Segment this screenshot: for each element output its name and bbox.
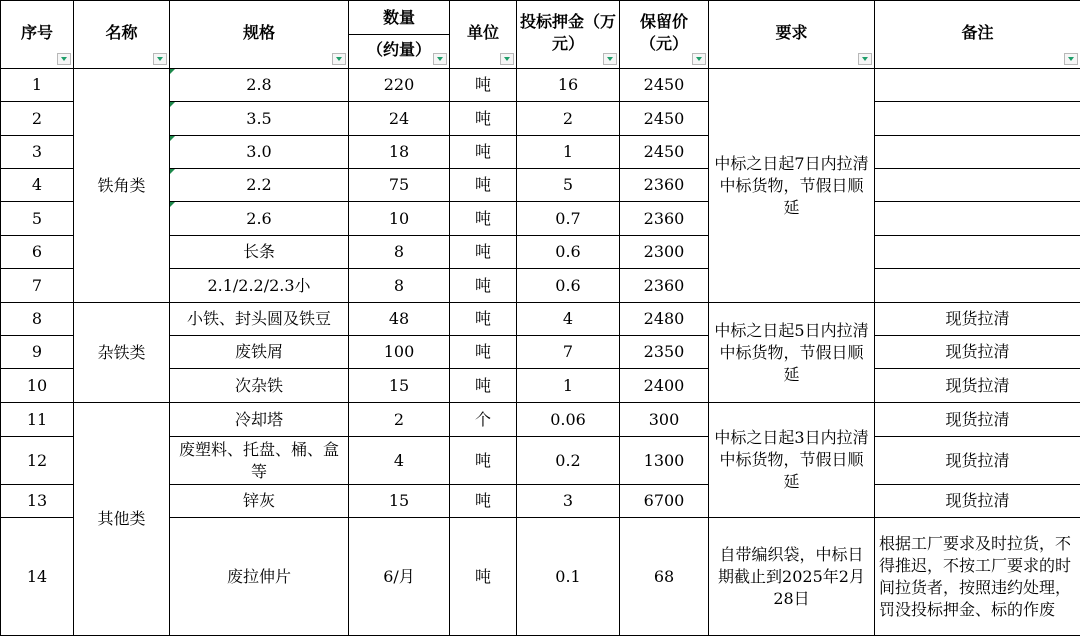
cell-spec <box>170 169 349 202</box>
cell-remark <box>875 202 1080 236</box>
cell-marker-icon <box>170 202 175 207</box>
cell-spec <box>170 102 349 136</box>
cell-unit: 吨 <box>450 169 517 202</box>
cell-spec: 废铁屑 <box>170 336 349 369</box>
filter-dropdown-icon[interactable] <box>1064 53 1078 65</box>
cell-spec: 锌灰 <box>170 485 349 518</box>
cell-unit: 吨 <box>450 303 517 336</box>
cell-remark: 现货拉清 <box>875 336 1080 369</box>
cell-reserve: 2360 <box>620 269 709 303</box>
cell-deposit: 16 <box>517 69 620 102</box>
cell-deposit: 0.6 <box>517 236 620 269</box>
cell-no: 3 <box>1 136 74 169</box>
cell-no: 4 <box>1 169 74 202</box>
cell-unit: 吨 <box>450 102 517 136</box>
header-remark[interactable] <box>875 1 1080 69</box>
cell-spec: 次杂铁 <box>170 369 349 403</box>
cell-spec-text: 3.0 <box>246 142 271 161</box>
cell-spec-text: 2.2 <box>246 175 271 194</box>
cell-no: 14 <box>1 518 74 636</box>
cell-group-other: 其他类 <box>74 403 170 636</box>
cell-remark <box>875 69 1080 102</box>
cell-unit: 吨 <box>450 485 517 518</box>
cell-spec: 废拉伸片 <box>170 518 349 636</box>
cell-requirement: 中标之日起3日内拉清中标货物，节假日顺延 <box>709 403 875 518</box>
cell-unit: 吨 <box>450 336 517 369</box>
cell-qty: 100 <box>349 336 450 369</box>
header-no[interactable] <box>1 1 74 69</box>
cell-reserve: 6700 <box>620 485 709 518</box>
cell-spec <box>170 69 349 102</box>
header-reserve[interactable] <box>620 1 709 69</box>
cell-qty: 15 <box>349 369 450 403</box>
header-unit-label: 单位 <box>467 23 499 42</box>
cell-reserve: 2400 <box>620 369 709 403</box>
cell-group-misc-iron: 杂铁类 <box>74 303 170 403</box>
cell-unit: 吨 <box>450 202 517 236</box>
cell-reserve: 2360 <box>620 169 709 202</box>
cell-marker-icon <box>170 69 175 74</box>
cell-reserve: 2450 <box>620 69 709 102</box>
cell-remark: 现货拉清 <box>875 403 1080 437</box>
cell-unit: 吨 <box>450 69 517 102</box>
cell-reserve: 68 <box>620 518 709 636</box>
header-spec-label: 规格 <box>243 23 275 42</box>
cell-qty: 8 <box>349 236 450 269</box>
cell-unit: 个 <box>450 403 517 437</box>
cell-unit: 吨 <box>450 369 517 403</box>
header-reserve-label: 保留价（元） <box>623 11 705 55</box>
cell-remark: 根据工厂要求及时拉货，不得推迟，不按工厂要求的时间拉货者，按照违约处理，罚没投标押金、标的作废 <box>875 518 1080 636</box>
cell-spec: 长条 <box>170 236 349 269</box>
cell-remark <box>875 269 1080 303</box>
cell-reserve: 2450 <box>620 102 709 136</box>
cell-reserve: 2450 <box>620 136 709 169</box>
cell-no: 1 <box>1 69 74 102</box>
header-name-label: 名称 <box>105 23 137 42</box>
cell-unit: 吨 <box>450 437 517 485</box>
cell-no: 12 <box>1 437 74 485</box>
cell-qty: 4 <box>349 437 450 485</box>
header-deposit[interactable] <box>517 1 620 69</box>
cell-no: 11 <box>1 403 74 437</box>
cell-unit: 吨 <box>450 269 517 303</box>
filter-dropdown-icon[interactable] <box>332 53 346 65</box>
cell-deposit: 0.06 <box>517 403 620 437</box>
cell-remark <box>875 169 1080 202</box>
cell-reserve: 2300 <box>620 236 709 269</box>
table-row <box>1 403 1080 437</box>
cell-deposit: 1 <box>517 136 620 169</box>
cell-reserve: 2480 <box>620 303 709 336</box>
cell-spec: 冷却塔 <box>170 403 349 437</box>
cell-deposit: 0.2 <box>517 437 620 485</box>
cell-no: 6 <box>1 236 74 269</box>
cell-reserve: 1300 <box>620 437 709 485</box>
header-qty-label: 数量 <box>383 8 415 27</box>
cell-deposit: 0.1 <box>517 518 620 636</box>
cell-no: 9 <box>1 336 74 369</box>
cell-remark <box>875 236 1080 269</box>
cell-deposit: 5 <box>517 169 620 202</box>
cell-no: 10 <box>1 369 74 403</box>
header-deposit-label: 投标押金（万元） <box>520 11 616 55</box>
cell-spec: 废塑料、托盘、桶、盒等 <box>170 437 349 485</box>
filter-dropdown-icon[interactable] <box>153 53 167 65</box>
cell-qty: 10 <box>349 202 450 236</box>
cell-spec-text: 3.5 <box>246 109 271 128</box>
cell-unit: 吨 <box>450 518 517 636</box>
header-qty-approx-label: （约量） <box>367 40 431 59</box>
cell-qty: 8 <box>349 269 450 303</box>
cell-deposit: 0.7 <box>517 202 620 236</box>
cell-no: 8 <box>1 303 74 336</box>
cell-remark: 现货拉清 <box>875 485 1080 518</box>
cell-reserve: 300 <box>620 403 709 437</box>
filter-dropdown-icon[interactable] <box>603 53 617 65</box>
cell-deposit: 7 <box>517 336 620 369</box>
cell-deposit: 0.6 <box>517 269 620 303</box>
cell-remark: 现货拉清 <box>875 369 1080 403</box>
cell-no: 13 <box>1 485 74 518</box>
cell-remark: 现货拉清 <box>875 303 1080 336</box>
header-no-label: 序号 <box>21 23 53 42</box>
cell-reserve: 2350 <box>620 336 709 369</box>
cell-deposit: 2 <box>517 102 620 136</box>
cell-no: 2 <box>1 102 74 136</box>
header-name[interactable] <box>74 1 170 69</box>
cell-qty: 24 <box>349 102 450 136</box>
header-requirement-label: 要求 <box>775 23 807 42</box>
cell-unit: 吨 <box>450 236 517 269</box>
cell-spec-text: 2.8 <box>246 75 271 94</box>
filter-dropdown-icon[interactable] <box>500 53 514 65</box>
header-qty-bottom[interactable] <box>349 35 450 69</box>
filter-dropdown-icon[interactable] <box>692 53 706 65</box>
cell-no: 7 <box>1 269 74 303</box>
header-spec[interactable] <box>170 1 349 69</box>
cell-spec <box>170 202 349 236</box>
cell-marker-icon <box>170 136 175 141</box>
cell-requirement: 自带编织袋，中标日期截止到2025年2月28日 <box>709 518 875 636</box>
cell-spec <box>170 136 349 169</box>
cell-deposit: 3 <box>517 485 620 518</box>
cell-deposit: 1 <box>517 369 620 403</box>
cell-deposit: 4 <box>517 303 620 336</box>
cell-spec: 小铁、封头圆及铁豆 <box>170 303 349 336</box>
cell-requirement: 中标之日起7日内拉清中标货物，节假日顺延 <box>709 69 875 303</box>
cell-marker-icon <box>170 169 175 174</box>
cell-qty: 18 <box>349 136 450 169</box>
cell-spec-text: 2.6 <box>246 209 271 228</box>
cell-remark: 现货拉清 <box>875 437 1080 485</box>
cell-qty: 15 <box>349 485 450 518</box>
cell-no: 5 <box>1 202 74 236</box>
cell-qty: 6/月 <box>349 518 450 636</box>
cell-group-iron-angle: 铁角类 <box>74 69 170 303</box>
table-row <box>1 303 1080 336</box>
cell-spec: 2.1/2.2/2.3小 <box>170 269 349 303</box>
cell-qty: 2 <box>349 403 450 437</box>
table-row <box>1 69 1080 102</box>
cell-qty: 48 <box>349 303 450 336</box>
header-requirement[interactable] <box>709 1 875 69</box>
header-unit[interactable] <box>450 1 517 69</box>
cell-qty: 220 <box>349 69 450 102</box>
header-remark-label: 备注 <box>961 23 993 42</box>
cell-reserve: 2360 <box>620 202 709 236</box>
cell-marker-icon <box>170 102 175 107</box>
cell-remark <box>875 136 1080 169</box>
filter-dropdown-icon[interactable] <box>858 53 872 65</box>
header-qty-top <box>349 1 450 35</box>
cell-unit: 吨 <box>450 136 517 169</box>
cell-requirement: 中标之日起5日内拉清中标货物，节假日顺延 <box>709 303 875 403</box>
filter-dropdown-icon[interactable] <box>57 53 71 65</box>
cell-qty: 75 <box>349 169 450 202</box>
cell-remark <box>875 102 1080 136</box>
filter-dropdown-icon[interactable] <box>433 53 447 65</box>
